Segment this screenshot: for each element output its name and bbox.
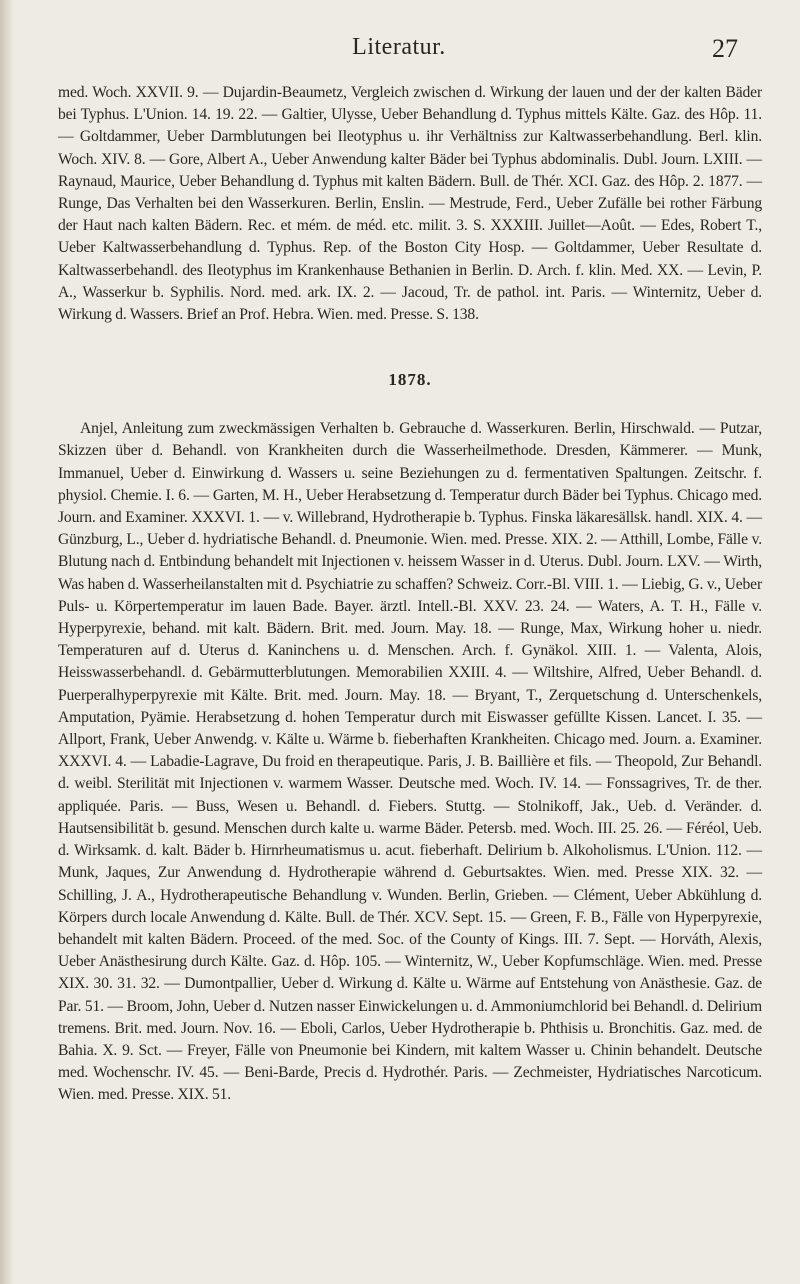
bibliography-body bbox=[58, 82, 762, 1107]
page-gutter-shadow bbox=[0, 0, 14, 1284]
running-title: Literatur. bbox=[352, 34, 446, 60]
bibliography-paragraph-1878: Anjel, Anleitung zum zweckmässigen Verhalten b. Gebrauche d. Wasserkuren. Berlin, Hirschwald. — Putzar, Skizzen über d. Behandl. von Krankheiten durch die Wasserheilmethode. Dresden, Kämmerer. — Munk, Immanuel, Ueber d. Einwirkung d. Wassers u. seine Beziehungen zu d. fermentativen Spaltungen. Zeitschr. f. physiol. Chemie. I. 6. — Garten, M. H., Ueber Herabsetzung d. Temperatur durch Bäder bei Typhus. Chicago med. Journ. and Examiner. XXXVI. 1. — v. Willebrand, Hydrotherapie b. Typhus. Finska läkaresällsk. handl. XIX. 4. — Günzburg, L., Ueber d. hydriatische Behandl. d. Pneumonie. Wien. med. Presse. XIX. 2. — Atthill, Lombe, Fälle v. Blutung nach d. Entbindung behandelt mit Injectionen v. heissem Wasser in d. Uterus. Dubl. Journ. LXV. — Wirth, Was haben d. Wasserheilanstalten mit d. Psychiatrie zu schaffen? Schweiz. Corr.-Bl. VIII. 1. — Liebig, G. v., Ueber Puls- u. Körpertemperatur im lauen Bade. Bayer. ärztl. Intell.-Bl. XXV. 23. 24. — Waters, A. T. H., Fälle v. Hyperpyrexie, behand. mit kalt. Bädern. Brit. med. Journ. May. 18. — Runge, Max, Wirkung hoher u. niedr. Temperaturen auf d. Uterus d. Kaninchens u. d. Menschen. Arch. f. Gynäkol. XIII. 1. — Valenta, Alois, Heisswasserbehandl. d. Gebärmutterblutungen. Memorabilien XXIII. 4. — Wiltshire, Alfred, Ueber Behandl. d. Puerperalhyperpyrexie mit Kälte. Brit. med. Journ. May. 18. — Bryant, T., Zerquetschung d. Unterschenkels, Amputation, Pyämie. Herabsetzung d. hohen Temperatur durch mit Eiswasser gefüllte Kissen. Lancet. I. 35. — Allport, Frank, Ueber Anwendg. v. Kälte u. Wärme b. fieberhaften Krankheiten. Chicago med. Journ. a. Examiner. XXXVI. 4. — Labadie-Lagrave, Du froid en therapeutique. Paris, J. B. Baillière et fils. — Theopold, Zur Behandl. d. weibl. Sterilität mit Injectionen v. warmem Wasser. Deutsche med. Woch. IV. 14. — Fonssagrives, Tr. de ther. appliquée. Paris. — Buss, Wesen u. Behandl. d. Fiebers. Stuttg. — Stolnikoff, Jak., Ueb. d. Veränder. d. Hautsensibilität b. gesund. Menschen durch kalte u. warme Bäder. Petersb. med. Woch. III. 25. 26. — Féréol, Ueb. d. Wirksamk. d. kalt. Bäder b. Hirnrheumatismus u. acut. fieberhaft. Delirium b. Alkoholismus. L'Union. 112. — Munk, Jaques, Zur Anwendung d. Hydrotherapie während d. Geburtsaktes. Wien. med. Presse XIX. 32. — Schilling, J. A., Hydrotherapeutische Behandlung v. Wunden. Berlin, Grieben. — Clément, Ueber Abkühlung d. Körpers durch locale Anwendung d. Kälte. Bull. de Thér. XCV. Sept. 15. — Green, F. B., Fälle von Hyperpyrexie, behandelt mit kalten Bädern. Proceed. of the med. Soc. of the County of Kings. III. 7. Sept. — Horváth, Alexis, Ueber Anästhesirung durch Kälte. Gaz. d. Hôp. 105. — Winternitz, W., Ueber Kopfumschläge. Wien. med. Presse XIX. 30. 31. 32. — Dumontpallier, Ueber d. Wirkung d. Kälte u. Wärme auf Entstehung von Anästhesie. Gaz. de Par. 51. — Broom, John, Ueber d. Nutzen nasser Einwickelungen u. d. Ammoniumchlorid bei Behandl. d. Delirium tremens. Brit. med. Journ. Nov. 16. — Eboli, Carlos, Ueber Hydrotherapie b. Phthisis u. Bronchitis. Gaz. med. de Bahia. X. 9. Sct. — Freyer, Fälle von Pneumonie bei Kindern, mit kaltem Wasser u. Chinin behandelt. Deutsche med. Wochenschr. IV. 45. — Beni-Barde, Precis d. Hydrothér. Paris. — Zechmeister, Hydriatisches Narcoticum. Wien. med. Presse. XIX. 51. bbox=[58, 420, 762, 1104]
bibliography-paragraph-1877: med. Woch. XXVII. 9. — Dujardin-Beaumetz, Vergleich zwischen d. Wirkung der lauen und der der kalten Bäder bei Typhus. L'Union. 14. 19. 22. — Galtier, Ulysse, Ueber Behandlung d. Typhus mittels Kälte. Gaz. des Hôp. 11. — Goltdammer, Ueber Darmblutungen bei Ileotyphus u. ihr Verhältniss zur Kaltwasserbehandlung. Berl. klin. Woch. XIV. 8. — Gore, Albert A., Ueber Anwendung kalter Bäder bei Typhus abdominalis. Dubl. Journ. LXIII. — Raynaud, Maurice, Ueber Behandlung d. Typhus mit kalten Bädern. Bull. de Thér. XCI. Gaz. des Hôp. 2. 1877. — Runge, Das Verhalten bei den Wasserkuren. Berlin, Enslin. — Mestrude, Ferd., Ueber Zufälle bei rother Färbung der Haut nach kalten Bädern. Rec. et mém. de méd. etc. milit. 3. S. XXXIII. Juillet—Août. — Edes, Robert T., Ueber Kaltwasserbehandlung d. Typhus. Rep. of the Boston City Hosp. — Goltdammer, Ueber Resultate d. Kaltwasserbehandl. des Ileotyphus im Krankenhause Bethanien in Berlin. D. Arch. f. klin. Med. XX. — Levin, P. A., Wasserkur b. Syphilis. Nord. med. ark. IX. 2. — Jacoud, Tr. de pathol. int. Paris. — Winternitz, Ueber d. Wirkung d. Wassers. Brief an Prof. Hebra. Wien. med. Presse. S. 138. bbox=[58, 84, 762, 324]
year-heading: 1878. bbox=[388, 370, 432, 390]
page-number: 27 bbox=[712, 34, 738, 63]
page-header bbox=[60, 34, 738, 62]
